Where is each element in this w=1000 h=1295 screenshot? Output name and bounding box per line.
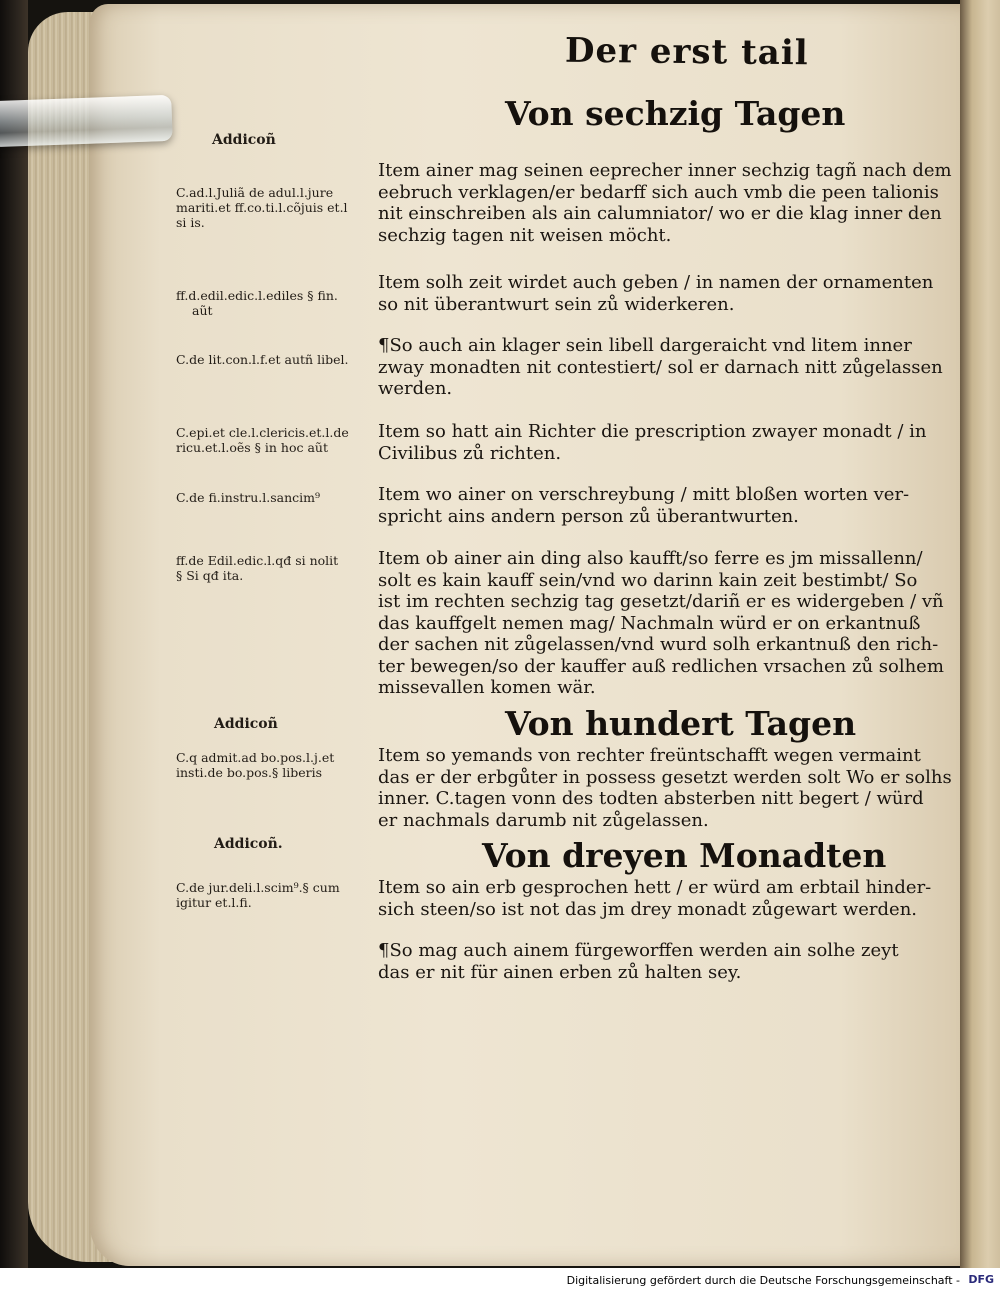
paragraph-9: ¶So mag auch ainem fürgeworffen werden ain solhe zeyt das er nit für ainen erben zů halten sey. [378, 940, 899, 983]
addicon-label-1: Addicoñ [212, 132, 276, 148]
margin-note-3: C.de lit.con.l.f.et autñ libel. [176, 352, 349, 367]
section-title-monadten: Von dreyen Monadten [482, 836, 887, 875]
paragraph-5: Item wo ainer on verschreybung / mitt bloßen worten ver- spricht ains andern person zů überantwurten. [378, 484, 910, 527]
margin-note-4: C.epi.et cle.l.clericis.et.l.de ricu.et.l.oẽs § in hoc aũt [176, 425, 349, 455]
book-cover-edge [0, 0, 28, 1268]
margin-note-5: C.de fi.instru.l.sancim⁹ [176, 490, 321, 505]
glass-weight-rod [0, 95, 173, 147]
footer-bar [0, 1268, 1000, 1295]
paragraph-8: Item so ain erb gesprochen hett / er würd am erbtail hinder- sich steen/so ist not das jm drey monadt zůgewart werden. [378, 877, 932, 920]
facing-page-edge [960, 0, 1000, 1268]
paragraph-2: Item solh zeit wirdet auch geben / in namen der ornamenten so nit überantwurt sein zů widerkeren. [378, 272, 934, 315]
addicon-label-2: Addicoñ [214, 716, 278, 732]
margin-note-2: ff.d.edil.edic.l.ediles § fin. aũt [176, 288, 338, 318]
dfg-logo: DFG [968, 1273, 994, 1286]
margin-note-7: C.q admit.ad bo.pos.l.j.et insti.de bo.pos.§ liberis [176, 750, 335, 780]
margin-note-8: C.de jur.deli.l.scim⁹.§ cum igitur et.l.fi. [176, 880, 340, 910]
paragraph-7: Item so yemands von rechter freüntschafft wegen vermaint das er der erbgůter in possess gesetzt werden solt Wo er solhs inner. C.tagen vonn des todten absterben nitt begert / würd er nachmals darumb nit zůgelassen. [378, 745, 952, 831]
margin-note-6: ff.de Edil.edic.l.qđ si nolit § Si qđ ita. [176, 553, 339, 583]
paragraph-6: Item ob ainer ain ding also kaufft/so ferre es jm missallenn/ solt es kain kauff sein/vnd wo darinn kain zeit bestimbt/ So ist im rechten sechzig tag gesetzt/dariñ er es widergeben / vñ das kauffgelt nemen mag/ Nachmaln würd er on erkantnuß der sachen nit zůgelassen/vnd wurd solh erkantnuß den rich- ter bewegen/so der kauffer auß redlichen vrsachen zů solhem missevallen komen wär. [378, 548, 944, 698]
paragraph-1: Item ainer mag seinen eeprecher inner sechzig tagñ nach dem eebruch verklagen/er bedarff sich auch vmb die peen talionis nit einschreiben als ain calumniator/ wo er die klag inner den sechzig tagen nit weisen möcht. [378, 160, 952, 246]
paragraph-4: Item so hatt ain Richter die prescription zwayer monadt / in Civilibus zů richten. [378, 421, 927, 464]
paragraph-3: ¶So auch ain klager sein libell dargeraicht vnd litem inner zway monadten nit contestiert/ sol er darnach nitt zůgelassen werden. [378, 335, 943, 399]
section-title-sechzig: Von sechzig Tagen [505, 94, 846, 133]
running-header: Der erst tail [564, 30, 809, 74]
section-title-hundert: Von hundert Tagen [505, 704, 857, 743]
addicon-label-3: Addicoñ. [214, 836, 283, 852]
footer-credit-text: Digitalisierung gefördert durch die Deutsche Forschungsgemeinschaft - [566, 1274, 960, 1287]
margin-note-1: C.ad.l.Juliã de adul.l.jure mariti.et ff.co.ti.l.cõjuis et.l si is. [176, 185, 348, 230]
